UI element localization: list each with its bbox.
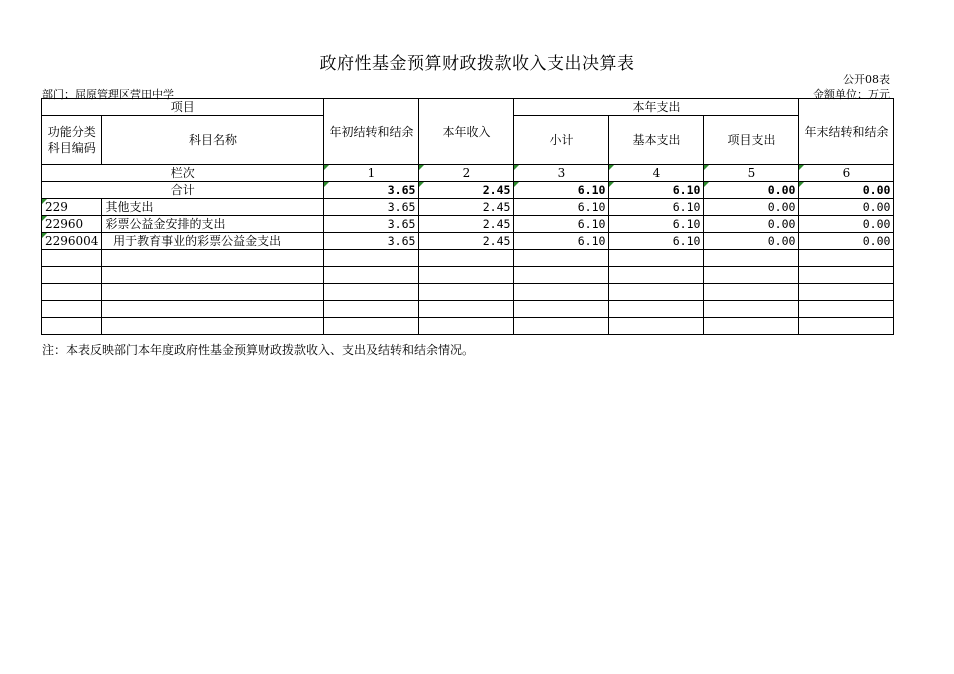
header-project-expense: 项目支出 <box>704 116 799 165</box>
page-title: 政府性基金预算财政拨款收入支出决算表 <box>319 54 635 74</box>
row-value: 0.00 <box>799 216 894 233</box>
total-row <box>42 182 894 199</box>
header-basic-expense: 基本支出 <box>609 116 704 165</box>
empty-row <box>42 318 894 335</box>
total-label: 合计 <box>42 182 324 199</box>
total-value: 6.10 <box>514 182 609 199</box>
table-note: 注：本表反映部门本年度政府性基金预算财政拨款收入、支出及结转和结余情况。 <box>42 343 475 357</box>
form-code: 公开08表 <box>843 73 890 86</box>
budget-table <box>41 98 894 335</box>
empty-row <box>42 301 894 318</box>
column-index-num: 3 <box>514 165 609 182</box>
column-index-label: 栏次 <box>42 165 324 182</box>
total-value: 6.10 <box>609 182 704 199</box>
row-code: 229 <box>42 199 102 216</box>
row-value: 3.65 <box>324 233 419 250</box>
row-value: 0.00 <box>799 199 894 216</box>
row-value: 0.00 <box>704 233 799 250</box>
row-value: 3.65 <box>324 199 419 216</box>
table-row <box>42 216 894 233</box>
row-value: 2.45 <box>419 216 514 233</box>
total-value: 0.00 <box>799 182 894 199</box>
row-value: 0.00 <box>704 199 799 216</box>
header-subject-name: 科目名称 <box>102 116 324 165</box>
row-value: 6.10 <box>609 199 704 216</box>
column-index-row <box>42 165 894 182</box>
row-code: 22960 <box>42 216 102 233</box>
row-value: 3.65 <box>324 216 419 233</box>
unit-label: 金额单位：万元 <box>813 88 890 101</box>
row-name: 彩票公益金安排的支出 <box>102 216 324 233</box>
column-index-num: 6 <box>799 165 894 182</box>
row-value: 0.00 <box>704 216 799 233</box>
empty-row <box>42 250 894 267</box>
row-value: 2.45 <box>419 233 514 250</box>
total-value: 3.65 <box>324 182 419 199</box>
row-value: 6.10 <box>609 233 704 250</box>
column-index-num: 4 <box>609 165 704 182</box>
row-value: 0.00 <box>799 233 894 250</box>
header-current-year-expense: 本年支出 <box>514 99 799 116</box>
header-opening-balance: 年初结转和结余 <box>324 99 419 165</box>
header-subtotal: 小计 <box>514 116 609 165</box>
column-index-num: 5 <box>704 165 799 182</box>
table-row <box>42 199 894 216</box>
total-value: 0.00 <box>704 182 799 199</box>
row-name: 其他支出 <box>102 199 324 216</box>
table-row <box>42 233 894 250</box>
row-name: 用于教育事业的彩票公益金支出 <box>102 233 324 250</box>
total-value: 2.45 <box>419 182 514 199</box>
column-index-num: 2 <box>419 165 514 182</box>
header-row-1 <box>42 99 894 116</box>
empty-row <box>42 284 894 301</box>
empty-row <box>42 267 894 284</box>
row-value: 6.10 <box>514 233 609 250</box>
header-item: 项目 <box>42 99 324 116</box>
row-value: 2.45 <box>419 199 514 216</box>
column-index-num: 1 <box>324 165 419 182</box>
header-ending-balance: 年末结转和结余 <box>799 99 894 165</box>
row-value: 6.10 <box>514 199 609 216</box>
header-func-code: 功能分类科目编码 <box>42 116 102 165</box>
row-value: 6.10 <box>609 216 704 233</box>
department-label: 部门：屈原管理区营田中学 <box>42 88 174 101</box>
row-code: 2296004 <box>42 233 102 250</box>
row-value: 6.10 <box>514 216 609 233</box>
header-current-income: 本年收入 <box>419 99 514 165</box>
